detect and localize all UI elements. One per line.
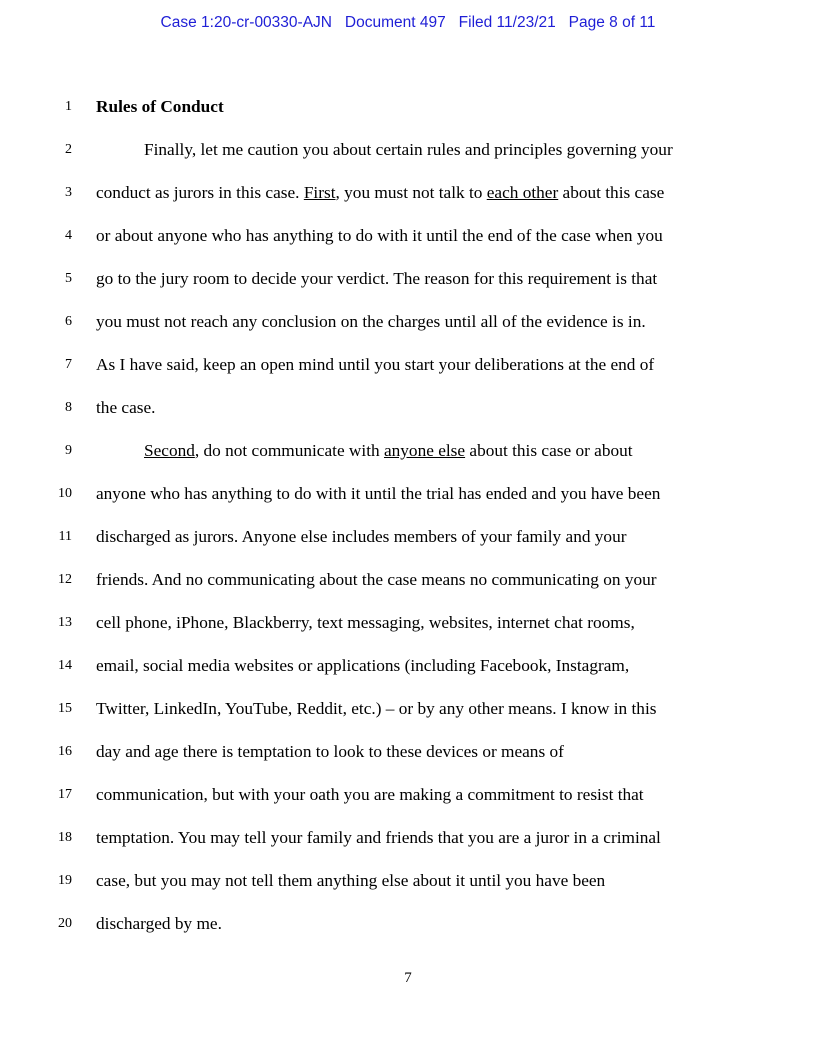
heading-text: Rules of Conduct [96,97,224,116]
text-segment: day and age there is temptation to look to these devices or means of [96,742,564,761]
underlined-text: Second [144,441,195,460]
text-segment: anyone who has anything to do with it until the trial has ended and you have been [96,484,661,503]
document-line [0,611,816,635]
line-number: 8 [65,400,72,415]
line-text [96,396,156,420]
line-number: 10 [58,486,72,501]
document-line [0,95,816,119]
text-segment: , do not communicate with [194,441,384,460]
section-heading [96,95,224,119]
document-number: Document 497 [344,14,446,31]
document-line [0,224,816,248]
text-segment: , you must not talk to [335,183,487,202]
text-segment: you must not reach any conclusion on the charges until all of the evidence is in. [96,312,646,331]
text-segment: discharged by me. [96,914,222,933]
document-line [0,396,816,420]
line-text [96,740,564,764]
document-line [0,525,816,549]
line-text [96,826,661,850]
document-line [0,869,816,893]
document-line [0,181,816,205]
text-segment: discharged as jurors. Anyone else includes members of your family and your [96,527,627,546]
text-segment: email, social media websites or applications (including Facebook, Instagram, [96,656,630,675]
line-text [96,654,629,678]
underlined-text: each other [486,183,559,202]
line-number: 19 [58,873,72,888]
document-line [0,783,816,807]
line-text [96,482,660,506]
line-number: 20 [58,916,72,931]
line-text [96,697,656,721]
text-segment: cell phone, iPhone, Blackberry, text messaging, websites, internet chat rooms, [96,613,635,632]
text-segment: communication, but with your oath you are making a commitment to resist that [96,785,644,804]
line-text [96,353,654,377]
line-text [96,912,222,936]
text-segment: Finally, let me caution you about certain rules and principles governing your [144,140,673,159]
text-segment: go to the jury room to decide your verdict. The reason for this requirement is that [96,269,658,288]
line-number: 11 [58,529,72,544]
document-line [0,697,816,721]
text-segment: conduct as jurors in this case. [96,183,304,202]
document-line [0,138,816,162]
text-segment: Twitter, LinkedIn, YouTube, Reddit, etc.) – or by any other means. I know in this [96,699,657,718]
line-number: 3 [65,185,72,200]
document-line [0,439,816,463]
line-number: 1 [65,99,72,114]
line-text [144,439,633,463]
line-number: 14 [58,658,72,673]
case-header [0,14,816,32]
line-number: 9 [65,443,72,458]
text-segment: about this case [558,183,665,202]
text-segment: temptation. You may tell your family and friends that you are a juror in a criminal [96,828,661,847]
line-text [96,181,664,205]
line-text [96,568,657,592]
line-number: 15 [58,701,72,716]
line-text [96,525,626,549]
document-line [0,826,816,850]
line-number: 12 [58,572,72,587]
document-line [0,912,816,936]
text-segment: the case. [96,398,156,417]
document-line [0,353,816,377]
page-indicator: Page 8 of 11 [568,14,656,31]
document-line [0,568,816,592]
document-line [0,654,816,678]
text-segment: case, but you may not tell them anything else about it until you have been [96,871,606,890]
line-text [96,783,644,807]
line-text [144,138,673,162]
document-line [0,310,816,334]
text-segment: As I have said, keep an open mind until you start your deliberations at the end of [96,355,655,374]
line-number: 16 [58,744,72,759]
line-number: 6 [65,314,72,329]
line-number: 7 [65,357,72,372]
line-text [96,869,605,893]
text-segment: about this case or about [465,441,633,460]
line-number: 17 [58,787,72,802]
line-text [96,267,657,291]
line-number: 2 [65,142,72,157]
line-number: 13 [58,615,72,630]
document-line [0,267,816,291]
underlined-text: First [303,183,336,202]
text-segment: friends. And no communicating about the case means no communicating on your [96,570,657,589]
line-text [96,611,635,635]
document-line [0,482,816,506]
page-number: 7 [404,970,412,986]
document-line [0,740,816,764]
line-text [96,224,663,248]
line-number: 18 [58,830,72,845]
filed-date: Filed 11/23/21 [458,14,556,31]
line-text [96,310,646,334]
underlined-text: anyone else [383,441,466,460]
text-segment: or about anyone who has anything to do with it until the end of the case when you [96,226,663,245]
line-number: 4 [65,228,72,243]
line-number: 5 [65,271,72,286]
case-number: Case 1:20-cr-00330-AJN [160,14,332,31]
